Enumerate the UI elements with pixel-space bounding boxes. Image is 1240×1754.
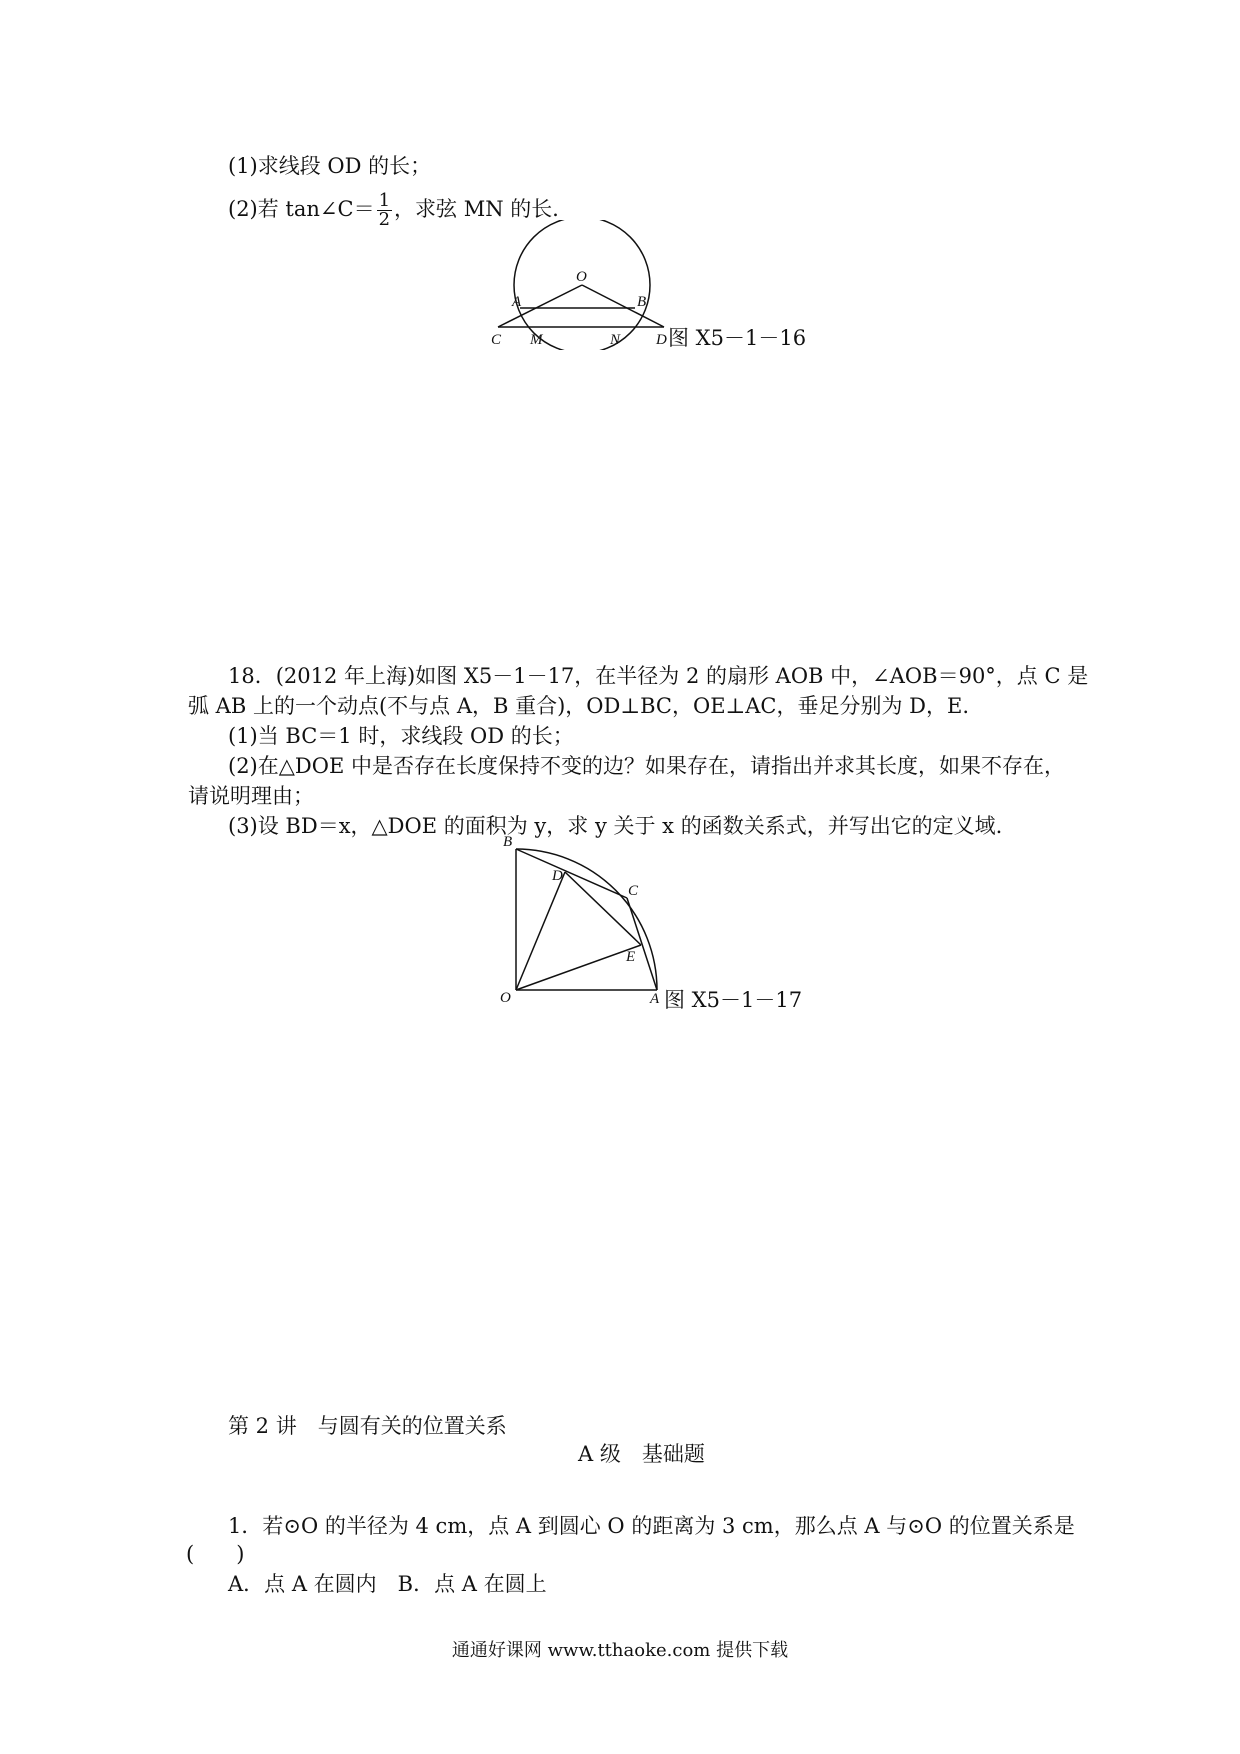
caption-x5-1-16: 图 X5－1－16 (668, 326, 807, 350)
q17-part1: (1)求线段 OD 的长； (228, 154, 432, 178)
fraction-denominator: 2 (378, 209, 391, 230)
label-d: D (656, 332, 667, 348)
caption-x5-1-17: 图 X5－1－17 (664, 988, 803, 1012)
label-e: E (626, 949, 636, 965)
label-d: D (552, 868, 563, 884)
figure-x5-1-17 (490, 830, 680, 1010)
q18-part2-line2: 请说明理由； (188, 784, 314, 808)
label-b: B (637, 294, 647, 310)
section-level: A 级 基础题 (578, 1442, 705, 1466)
label-c: C (628, 883, 639, 899)
q18-stem-line1: 18．(2012 年上海)如图 X5－1－17，在半径为 2 的扇形 AOB 中，∠AOB＝90°，点 C 是 (228, 664, 1089, 688)
figure-x5-1-16 (480, 220, 680, 350)
label-o: O (576, 269, 587, 285)
line-od (516, 872, 565, 990)
q18-part3: (3)设 BD＝x，△DOE 的面积为 y，求 y 关于 x 的函数关系式，并写出它的定义域. (228, 814, 1003, 838)
line-od (582, 285, 664, 327)
q17-part2-pre: (2)若 tan∠C＝ (228, 197, 375, 221)
line-ca (627, 898, 657, 990)
label-a: A (650, 991, 660, 1007)
label-o: O (500, 990, 511, 1006)
arc-ab (516, 849, 657, 990)
q18-stem-line2: 弧 AB 上的一个动点(不与点 A，B 重合)，OD⊥BC，OE⊥AC，垂足分别为 D，E. (188, 694, 970, 718)
q17-part2-post: ，求弦 MN 的长． (394, 197, 574, 221)
line-oe (516, 945, 641, 990)
q18-part1: (1)当 BC＝1 时，求线段 OD 的长； (228, 724, 574, 748)
footer-watermark: 通通好课网 www.tthaoke.com 提供下载 (451, 1640, 789, 1661)
label-n: N (610, 332, 621, 348)
label-b: B (503, 834, 513, 850)
label-c: C (491, 332, 502, 348)
section-title: 第 2 讲 与圆有关的位置关系 (228, 1414, 507, 1438)
line-co (498, 285, 582, 327)
fraction-numerator: 1 (378, 190, 391, 211)
q1-options: A．点 A 在圆内 B．点 A 在圆上 (228, 1572, 547, 1596)
label-a: A (512, 294, 522, 310)
q18-part2-line1: (2)在△DOE 中是否存在长度保持不变的边？如果存在，请指出并求其长度，如果不存在， (228, 754, 1065, 778)
line-bc (516, 849, 627, 898)
fraction (377, 192, 392, 229)
q1-stem-line2: ( ) (186, 1542, 245, 1566)
label-m: M (530, 332, 543, 348)
q1-stem-line1: 1．若⊙O 的半径为 4 cm，点 A 到圆心 O 的距离为 3 cm，那么点 A 与⊙O 的位置关系是 (228, 1514, 1075, 1538)
